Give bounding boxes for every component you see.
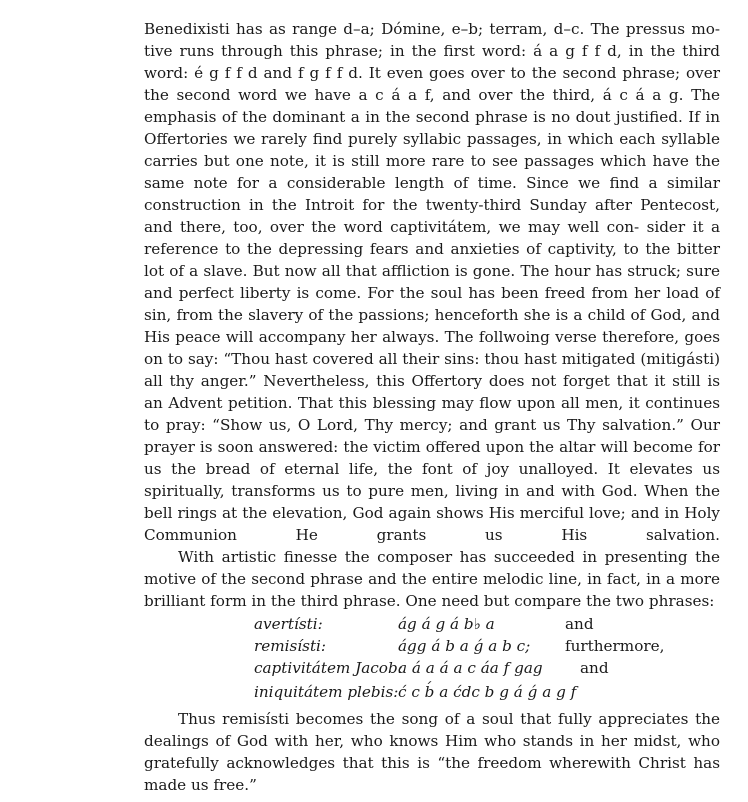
- text-line: Benedixisti has as range d–a; Dómine, e–b; terram, d–c. The pressus mo-: [144, 20, 720, 38]
- text-line: of God, and His peace will accompany her always. The follwoing verse: [144, 306, 721, 346]
- text-line: struck; sure and perfect liberty is come. For the soul has been freed from: [144, 262, 720, 302]
- text-line: the bitter lot of a slave. But now all that affliction is gone. The hour has: [144, 240, 721, 280]
- text-line: motive of the second phrase and the entire melodic line, in fact, in a more: [144, 570, 720, 588]
- text-line: With artistic finesse the composer has succeeded in presenting the: [178, 548, 720, 566]
- text-line: who gratefully acknowledges that this is “the freedom wherewith Christ: [144, 732, 720, 772]
- example-conjunction: and: [565, 615, 594, 633]
- text-line: grant us Thy salvation.” Our prayer is soon answered: the victim offered: [144, 416, 720, 456]
- example-label: remisísti:: [254, 637, 327, 655]
- text-line: emphasis of the dominant a in the second phrase is no dout justified.: [144, 108, 683, 126]
- example-conjunction: furthermore,: [565, 637, 665, 655]
- paragraph-pressus-motive: [144, 18, 720, 546]
- text-line: has made us free.”: [144, 754, 721, 794]
- text-line: in and with God. When the bell rings at the elevation, God again shows: [144, 482, 721, 522]
- example-notes: ć c b́ a ćdc b g á ǵ a g f: [398, 683, 577, 701]
- text-line: brilliant form in the third phrase. One need but compare the two phrases:: [144, 592, 715, 610]
- text-line: her load of sin, from the slavery of the passions; henceforth she is a child: [144, 284, 720, 324]
- text-line: word: é g f f d and f g f f d. It even goes over to the second phrase; over: [144, 64, 720, 82]
- text-line: His merciful love; and in Holy Communion He grants us His salvation.: [144, 504, 721, 544]
- text-line: dealings of God with her, who knows Him who stands in her midst,: [144, 732, 682, 750]
- text-line: upon the altar will become for us the bread of eternal life, the font of joy: [144, 438, 721, 478]
- example-label: avertísti:: [254, 615, 323, 633]
- text-line: the second word we have a c á a f, and over the third, á c á a g. The: [144, 86, 720, 104]
- example-notes: ágg á b a ǵ a b c;: [398, 637, 531, 655]
- text-line: tive runs through this phrase; in the first word: á a g f f d, in the third: [144, 42, 720, 60]
- text-line: Thus remisísti becomes the song of a soul that fully appreciates the: [178, 710, 720, 728]
- paragraph-closing: [144, 708, 720, 796]
- example-label: captivitátem Jacob:: [254, 659, 403, 677]
- text-line: If in Offertories we rarely find purely syllabic passages, in which each: [144, 108, 720, 148]
- text-line: Pentecost, and there, too, over the word captivitátem, we may well con-: [144, 196, 720, 236]
- paragraph-artistic-finesse: [144, 546, 720, 612]
- text-line: similar construction in the Introit for the twenty-third Sunday after: [144, 174, 720, 214]
- example-label: iniquitátem plebis:: [254, 683, 399, 701]
- text-line: therefore, goes on to say: “Thou hast covered all their sins: thou hast: [144, 328, 721, 368]
- text-line: upon all men, it continues to pray: “Show us, O Lord, Thy mercy; and: [144, 394, 720, 434]
- text-line: not forget that it still is an Advent petition. That this blessing may flow: [144, 372, 721, 412]
- text-line: mitigated (mitigásti) all thy anger.” Nevertheless, this Offertory does: [144, 350, 720, 390]
- text-line: sider it a reference to the depressing fears and anxieties of captivity, to: [144, 218, 721, 258]
- example-conjunction: and: [580, 659, 609, 677]
- text-line: syllable carries but one note, it is still more rare to see passages which: [144, 130, 720, 170]
- text-line: unalloyed. It elevates us spiritually, transforms us to pure men, living: [144, 460, 720, 500]
- example-notes: a á a á a c áa f gag: [398, 659, 543, 677]
- text-line: have the same note for a considerable length of time. Since we find a: [144, 152, 720, 192]
- example-notes: ág á g á b♭ a: [398, 615, 495, 633]
